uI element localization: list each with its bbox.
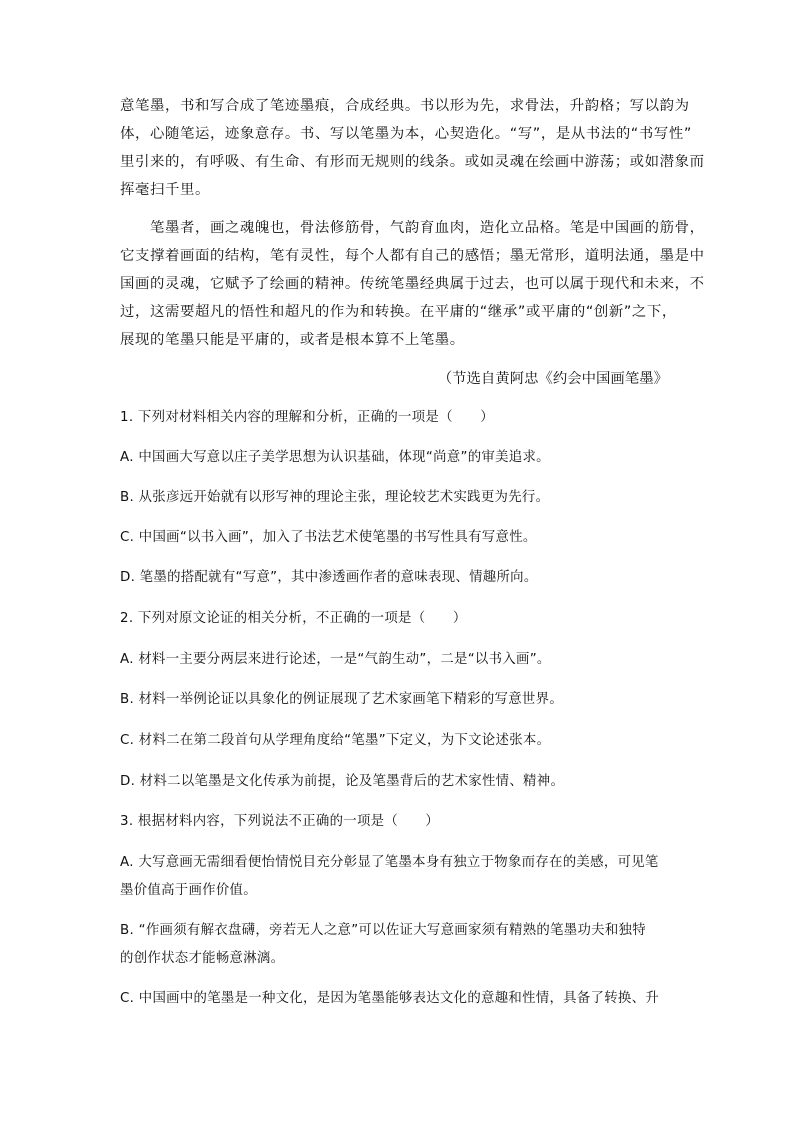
text-line: 意笔墨，书和写合成了笔迹墨痕，合成经典。书以形为先，求骨法，升韵格；写以韵为 <box>120 98 690 114</box>
passage-source: （节选自黄阿忠《约会中国画笔墨》 <box>437 371 668 387</box>
text-line: 过，这需要超凡的悟性和超凡的作为和转换。在平庸的“继承”或平庸的“创新”之下， <box>120 304 677 320</box>
question-2-option-a: A. 材料一主要分两层来进行论述，一是“气韵生动”，二是“以书入画”。 <box>120 652 551 667</box>
text-line: 体，心随笔运，迹象意存。书、写以笔墨为本，心契造化。“写”，是从书法的“书写性” <box>120 126 692 142</box>
text-line: 它支撑着画面的结构，笔有灵性，每个人都有自己的感悟；墨无常形，道明法通，墨是中 <box>120 248 705 264</box>
question-2-option-b: B. 材料一举例论证以具象化的例证展现了艺术家画笔下精彩的写意世界。 <box>120 692 564 707</box>
question-2-stem: 2. 下列对原文论证的相关分析，不正确的一项是（ ） <box>120 611 467 626</box>
question-1-option-c: C. 中国画“以书入画”，加入了书法艺术使笔墨的书写性具有写意性。 <box>120 530 537 545</box>
passage-paragraph-2 <box>120 214 705 354</box>
question-1-option-a: A. 中国画大写意以庄子美学思想为认识基础，体现“尚意”的审美追求。 <box>120 450 550 465</box>
question-1-option-b: B. 从张彦远开始就有以形写神的理论主张，理论较艺术实践更为先行。 <box>120 490 550 505</box>
question-1-stem: 1. 下列对材料相关内容的理解和分析，正确的一项是（ ） <box>120 410 494 425</box>
passage-paragraph-1 <box>120 92 705 204</box>
question-3-stem: 3. 根据材料内容，下列说法不正确的一项是（ ） <box>120 814 440 829</box>
question-1-option-d: D. 笔墨的搭配就有“写意”，其中渗透画作者的意味表现、情趣所向。 <box>120 570 538 585</box>
text-line: 笔墨者，画之魂魄也，骨法修筋骨，气韵育血肉，造化立品格。笔是中国画的筋骨， <box>120 220 705 236</box>
question-2-option-c: C. 材料二在第二段首句从学理角度给“笔墨”下定义，为下文论述张本。 <box>120 733 551 748</box>
text-line: 里引来的，有呼吸、有生命、有形而无规则的线条。或如灵魂在绘画中游荡；或如潜象而 <box>120 154 705 170</box>
text-line: 国画的灵魂，它赋予了绘画的精神。传统笔墨经典属于过去，也可以属于现代和未来，不 <box>120 276 705 292</box>
text-line: 展现的笔墨只能是平庸的，或者是根本算不上笔墨。 <box>120 332 465 348</box>
question-2-option-d: D. 材料二以笔墨是文化传承为前提，论及笔墨背后的艺术家性情、精神。 <box>120 774 565 789</box>
question-3-option-a: A. 大写意画无需细看便怡情悦目充分彰显了笔墨本身有独立于物象而存在的美感，可见笔 墨价值高于画作价值。 <box>120 855 659 898</box>
text-line: 挥毫扫千里。 <box>120 182 210 198</box>
question-3-option-b: B. “作画须有解衣盘礴，旁若无人之意”可以佐证大写意画家须有精熟的笔墨功夫和独特 的创作状态才能畅意淋漓。 <box>120 923 646 966</box>
question-3-option-c: C. 中国画中的笔墨是一种文化，是因为笔墨能够表达文化的意趣和性情，具备了转换、升 <box>120 991 660 1006</box>
